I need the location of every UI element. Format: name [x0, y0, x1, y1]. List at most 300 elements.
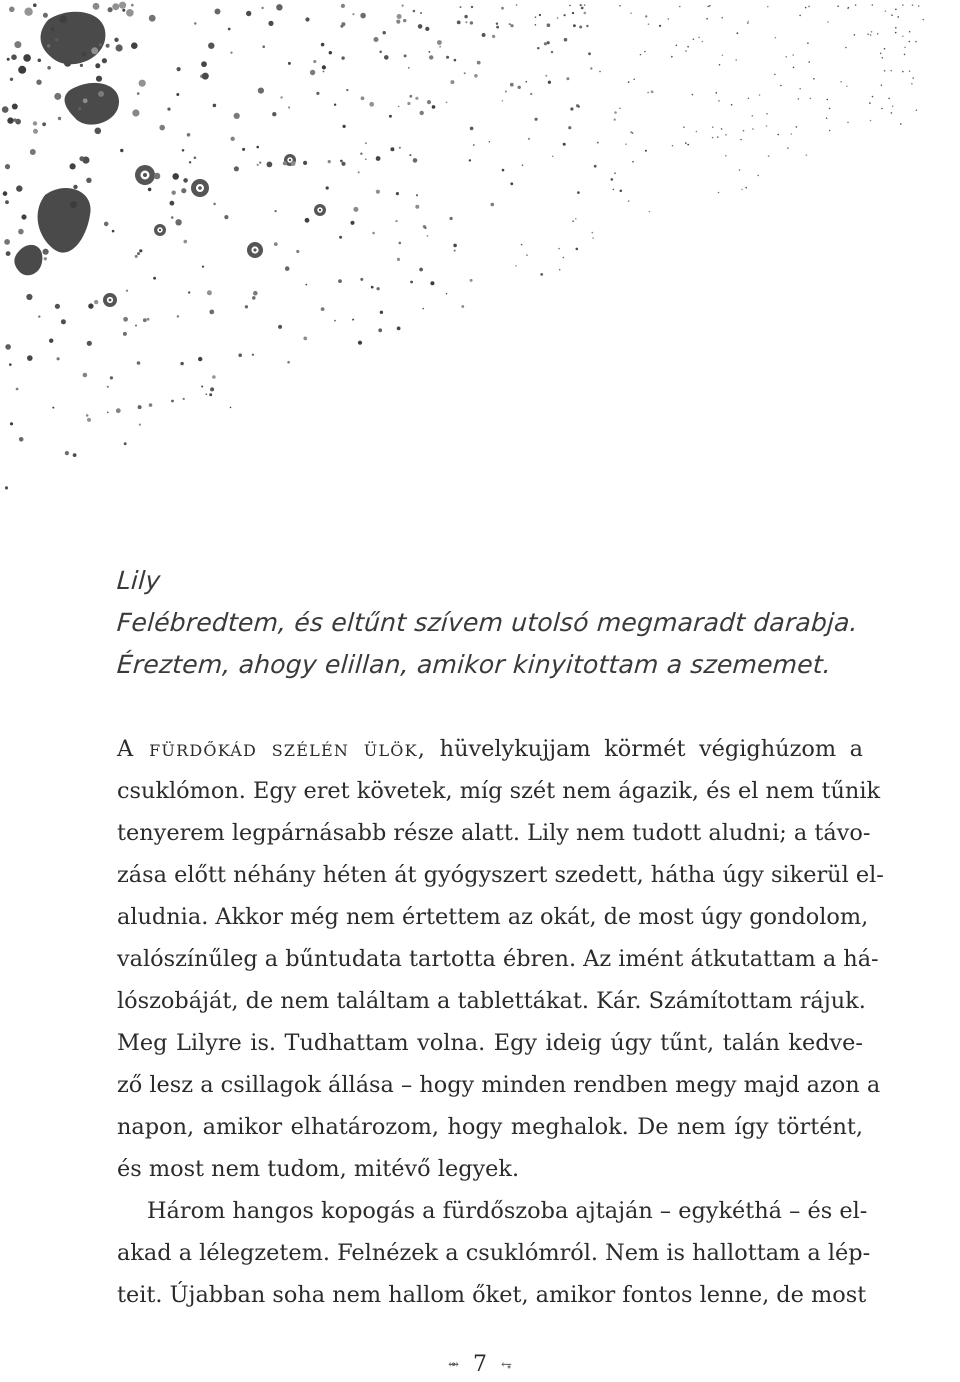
ink-drop	[692, 94, 694, 96]
ink-drop	[107, 412, 109, 414]
ink-drop	[676, 45, 678, 47]
ink-drop	[365, 142, 367, 144]
ink-drop	[257, 164, 259, 166]
ink-drop	[403, 19, 406, 22]
ink-drop	[18, 229, 24, 235]
ink-drop	[895, 27, 897, 29]
ink-drop	[126, 290, 128, 292]
ink-drop	[202, 73, 209, 80]
ink-drop	[209, 310, 214, 315]
ink-drop	[352, 319, 354, 321]
ink-drop	[613, 189, 615, 191]
ink-drop	[352, 13, 354, 15]
body-line-8: Meg Lilyre is. Tudhattam volna. Egy ideig úgy tűnt, talán kedve-	[117, 1030, 863, 1056]
ink-drop	[737, 32, 739, 34]
ink-drop	[109, 299, 112, 302]
ink-drop	[687, 46, 689, 48]
ink-drop	[289, 159, 291, 161]
ink-drop	[14, 41, 21, 48]
ink-drop	[415, 97, 418, 100]
ink-drop	[706, 18, 708, 20]
ink-drop	[501, 7, 504, 10]
ink-drop	[719, 64, 721, 66]
ink-drop	[668, 18, 670, 20]
ink-drop	[139, 80, 146, 87]
body-line-13: akad a lélegzetem. Felnézek a csuklómról. Nem is hallottam a lép-	[117, 1240, 871, 1266]
ink-drop	[890, 70, 892, 72]
ink-drop	[5, 200, 9, 204]
ink-drop	[213, 203, 216, 206]
body-line-14: teit. Újabban soha nem hallom őket, amikor fontos lenne, de most	[117, 1282, 867, 1308]
ink-drop	[558, 248, 560, 250]
ink-drop	[288, 62, 291, 65]
body-line-3: tenyerem legpárnásabb része alatt. Lily nem tudott aludni; a távo-	[117, 820, 871, 846]
ink-drop	[707, 6, 709, 8]
ink-drop	[285, 266, 290, 271]
ink-drop	[132, 109, 139, 116]
ink-drop	[420, 111, 424, 115]
ink-drop	[38, 59, 42, 63]
ink-drop	[194, 156, 197, 159]
ink-drop	[628, 81, 630, 83]
ink-drop	[383, 31, 386, 34]
ink-drop	[510, 83, 514, 87]
ink-drop	[194, 22, 197, 25]
ink-drop	[904, 54, 906, 56]
ink-drop	[135, 325, 137, 327]
ink-drop	[628, 200, 630, 202]
ink-drop	[446, 102, 448, 104]
ink-drop	[49, 339, 53, 343]
ink-drop	[645, 150, 647, 152]
ink-drop	[124, 442, 127, 445]
ink-drop	[210, 387, 214, 391]
ink-drop	[645, 15, 647, 17]
ink-drop	[425, 27, 429, 31]
ink-drop	[702, 41, 704, 43]
ink-drop	[310, 70, 315, 75]
ink-drop	[374, 37, 379, 42]
ink-drop	[840, 81, 842, 83]
ink-drop	[599, 71, 601, 73]
ink-drop	[415, 205, 419, 209]
ink-drop	[10, 422, 13, 425]
ink-drop	[245, 305, 248, 308]
ink-drop	[230, 407, 232, 409]
ink-drop	[198, 357, 202, 361]
ink-drop	[492, 35, 495, 38]
ink-drop	[766, 113, 768, 115]
ink-drop	[767, 6, 769, 8]
ink-drop	[252, 296, 256, 300]
ink-drop	[437, 40, 442, 45]
ink-drop	[559, 269, 561, 271]
ink-drop	[231, 137, 235, 141]
ink-drop	[450, 217, 453, 220]
ink-drop	[246, 11, 251, 16]
ink-drop	[24, 8, 32, 16]
ink-drop	[170, 201, 175, 206]
ink-drop	[808, 61, 810, 63]
ink-drop	[361, 96, 365, 100]
ink-drop	[522, 164, 524, 166]
ink-drop	[390, 147, 394, 151]
ink-drop	[915, 41, 917, 43]
ink-drop	[592, 237, 594, 239]
ink-drop	[319, 209, 321, 211]
ink-drop	[870, 34, 872, 36]
ink-drop	[837, 5, 839, 7]
ink-drop	[402, 5, 404, 7]
ink-drop	[376, 156, 381, 161]
ink-drop	[252, 354, 254, 356]
ink-drop	[384, 55, 389, 60]
ink-drop	[172, 173, 179, 180]
ink-drop	[107, 386, 109, 388]
ink-drop	[845, 47, 847, 49]
ink-drop	[872, 4, 874, 6]
ink-drop	[172, 191, 176, 195]
ink-drop	[780, 85, 782, 87]
ink-drop	[885, 10, 887, 12]
ink-drop	[379, 51, 382, 54]
ink-drop	[810, 98, 812, 100]
ink-drop	[112, 3, 119, 10]
ink-drop	[55, 304, 60, 309]
ink-drop	[470, 279, 473, 282]
ink-drop	[16, 388, 19, 391]
ink-splatter-decoration	[0, 0, 960, 520]
ink-drop	[137, 252, 140, 255]
ink-drop	[346, 89, 348, 91]
ink-drop	[70, 201, 77, 208]
body-line-7: lószobáját, de nem találtam a tablettákat. Kár. Számítottam rájuk.	[117, 988, 866, 1014]
ink-drop	[633, 79, 635, 81]
ink-drop	[526, 81, 528, 83]
ink-drop	[547, 41, 550, 44]
ink-drop	[261, 7, 263, 9]
ink-drop	[234, 166, 239, 171]
ink-drop	[87, 418, 91, 422]
ink-drop	[413, 158, 418, 163]
ink-drop	[881, 84, 883, 86]
ink-drop	[131, 42, 138, 49]
ink-drop	[343, 125, 346, 128]
body-line-12: Három hangos kopogás a fürdőszoba ajtaján – egykéthá – és el-	[147, 1198, 868, 1224]
ink-drop	[187, 133, 191, 137]
ink-drop	[685, 50, 687, 52]
ink-drop	[139, 424, 141, 426]
ink-drop	[457, 21, 461, 25]
ink-drop	[212, 375, 216, 379]
body-line-10: napon, amikor elhatározom, hogy meghalok. De nem így történt,	[117, 1114, 863, 1140]
ink-drop	[378, 328, 382, 332]
ink-drop	[167, 108, 170, 111]
handwritten-name: Lily	[115, 566, 162, 595]
ink-drop	[137, 361, 141, 365]
ink-drop	[358, 171, 360, 173]
ink-drop	[580, 4, 582, 6]
ink-drop	[474, 74, 478, 78]
ink-drop	[102, 58, 107, 63]
ink-drop	[619, 5, 621, 7]
ink-drop	[303, 161, 307, 165]
ink-drop	[78, 107, 81, 110]
ink-drop	[829, 108, 831, 110]
ink-drop	[334, 104, 336, 106]
ink-drop	[891, 112, 893, 114]
ink-drop	[496, 23, 498, 25]
ink-drop	[396, 192, 399, 195]
ink-drop	[183, 398, 185, 400]
ink-drop	[597, 142, 599, 144]
ink-drop	[535, 118, 538, 121]
ink-drop	[9, 7, 15, 13]
ink-drop	[743, 130, 745, 132]
ink-drop	[854, 34, 856, 36]
ink-drop	[465, 21, 467, 23]
ink-drop	[510, 182, 513, 185]
ink-drop	[80, 64, 83, 67]
ink-drop	[430, 281, 434, 285]
ink-drop	[869, 102, 871, 104]
ink-drop	[552, 156, 554, 158]
ink-drop	[65, 451, 69, 455]
ink-drop	[827, 99, 829, 101]
ink-drop	[43, 249, 49, 255]
ink-drop	[16, 185, 22, 191]
ink-drop	[482, 33, 486, 37]
ink-drop	[871, 31, 873, 33]
ink-drop	[291, 161, 296, 166]
ink-drop	[61, 319, 66, 324]
ink-drop	[177, 315, 179, 317]
ink-drop	[884, 48, 886, 50]
ink-drop	[380, 311, 383, 314]
ink-drop	[147, 318, 150, 321]
ink-drop	[698, 37, 700, 39]
ink-drop	[57, 357, 60, 360]
ink-drop	[625, 143, 627, 145]
ink-drop	[58, 117, 61, 120]
ink-drop	[334, 320, 336, 322]
ink-drop	[13, 118, 16, 121]
ink-drop	[826, 117, 828, 119]
ink-drop	[575, 218, 577, 220]
ink-drop	[234, 113, 240, 119]
ink-drop	[659, 25, 661, 27]
ink-drop	[280, 96, 282, 98]
ink-drop	[171, 400, 174, 403]
ink-drop	[87, 341, 92, 346]
ink-drop	[23, 54, 31, 62]
ink-drop	[95, 63, 100, 68]
ink-drop	[274, 242, 278, 246]
ink-drop	[799, 88, 801, 90]
ink-drop	[253, 248, 256, 251]
ink-drop	[785, 56, 787, 58]
ink-drop	[581, 7, 584, 10]
ink-drop	[116, 408, 121, 413]
ink-drop	[287, 361, 290, 364]
ink-drop	[353, 207, 358, 212]
ink-drop	[326, 186, 329, 189]
ink-drop	[399, 147, 401, 149]
ink-drop	[537, 47, 539, 49]
ink-blot	[65, 83, 119, 125]
ink-drop	[891, 14, 893, 16]
ink-drop	[224, 215, 228, 219]
ink-drop	[502, 169, 505, 172]
ink-drop	[569, 5, 571, 7]
ink-drop	[202, 266, 204, 268]
ink-drop	[316, 92, 319, 95]
ink-drop	[82, 52, 86, 56]
ink-drop	[30, 149, 36, 155]
ink-drop	[464, 72, 466, 74]
ink-drop	[619, 108, 621, 110]
ink-drop	[93, 3, 100, 10]
ink-drop	[276, 4, 282, 10]
ink-drop	[64, 60, 71, 67]
ink-drop	[892, 105, 894, 107]
ink-blot	[14, 245, 42, 275]
ink-drop	[584, 12, 587, 15]
ink-drop	[278, 325, 282, 329]
ink-drop	[446, 293, 448, 295]
ink-drop	[671, 56, 673, 58]
ink-drop	[614, 172, 616, 174]
ink-drop	[413, 10, 416, 13]
ink-drop	[340, 25, 343, 28]
body-line-11: és most nem tudom, mitévő legyek.	[117, 1156, 520, 1182]
ink-drop	[112, 230, 115, 233]
ink-drop	[283, 161, 287, 165]
ink-drop	[3, 191, 8, 196]
body-line-6: valószínűleg a bűntudata tartotta ébren. Az imént átkutattam a há-	[117, 946, 879, 972]
ink-drop	[96, 76, 102, 82]
ink-drop	[739, 169, 741, 171]
ink-drop	[120, 149, 123, 152]
ink-drop	[137, 92, 140, 95]
ink-drop	[171, 216, 174, 219]
ink-drop	[377, 287, 380, 290]
ink-drop	[515, 265, 517, 267]
ink-drop	[808, 6, 810, 8]
ink-drop	[712, 126, 714, 128]
ink-drop	[213, 104, 217, 108]
ink-drop	[566, 77, 569, 80]
ink-drop	[717, 136, 719, 138]
ink-drop	[19, 437, 24, 442]
ink-drop	[288, 106, 290, 108]
ink-drop	[122, 9, 125, 12]
ink-drop	[303, 337, 307, 341]
ink-drop	[399, 242, 402, 245]
ink-drop	[341, 4, 345, 8]
page-number: 7	[473, 1352, 487, 1377]
ink-drop	[718, 192, 720, 194]
ink-drop	[420, 12, 422, 14]
ink-drop	[453, 244, 457, 248]
ink-drop	[408, 67, 410, 69]
ink-drop	[123, 317, 128, 322]
ink-drop	[741, 189, 743, 191]
ink-drop	[897, 16, 899, 18]
ink-drop	[131, 4, 134, 7]
ink-drop	[360, 13, 366, 19]
ink-drop	[535, 24, 537, 26]
ink-drop	[110, 376, 113, 379]
ink-drop	[154, 173, 161, 180]
ink-drop	[895, 9, 897, 11]
ink-drop	[715, 92, 717, 94]
ink-drop	[551, 51, 553, 53]
ink-drop	[198, 186, 202, 190]
ink-drop	[258, 88, 264, 94]
ink-drop	[528, 138, 530, 140]
folio-ornament-right: ⥆	[501, 1357, 512, 1373]
ink-drop	[83, 373, 88, 378]
ink-drop	[43, 13, 48, 18]
ink-drop	[10, 78, 13, 81]
ink-drop	[18, 66, 26, 74]
ink-drop	[180, 362, 183, 365]
ink-drop	[143, 173, 147, 177]
ink-drop	[33, 129, 38, 134]
ink-drop	[563, 257, 565, 259]
ink-drop	[305, 218, 310, 223]
ink-drop	[647, 92, 649, 94]
ink-drop	[86, 178, 91, 183]
ink-drop	[26, 294, 32, 300]
ink-drop	[429, 55, 433, 59]
ink-drop	[651, 91, 654, 94]
ink-drop	[884, 70, 886, 72]
ink-drop	[880, 53, 882, 55]
ink-drop	[313, 60, 316, 63]
ink-drop	[54, 93, 61, 100]
ink-drop	[526, 254, 528, 256]
ink-drop	[114, 38, 118, 42]
ink-drop	[86, 414, 89, 417]
ink-drop	[516, 4, 518, 6]
ink-drop	[424, 227, 426, 229]
ink-drop	[748, 98, 750, 100]
ink-drop	[530, 93, 532, 95]
ink-drop	[79, 156, 84, 161]
ink-drop	[139, 249, 142, 252]
ink-drop	[872, 96, 874, 98]
ink-blot	[38, 188, 91, 253]
ink-drop	[422, 308, 424, 310]
ink-drop	[340, 160, 343, 163]
ink-drop	[557, 17, 559, 19]
ink-drop	[242, 148, 245, 151]
ink-drop	[397, 258, 400, 261]
ink-drop	[329, 51, 332, 54]
body-line-4: zása előtt néhány héten át gyógyszert szedett, hátha úgy sikerül el-	[117, 862, 884, 888]
ink-drop	[747, 22, 749, 24]
ink-drop	[630, 12, 632, 14]
ink-drop	[372, 232, 375, 235]
ink-drop	[183, 178, 188, 183]
ink-drop	[766, 125, 768, 127]
ink-drop	[471, 6, 473, 8]
ink-drop	[404, 54, 407, 57]
ink-drop	[496, 26, 499, 29]
ink-drop	[469, 159, 471, 161]
